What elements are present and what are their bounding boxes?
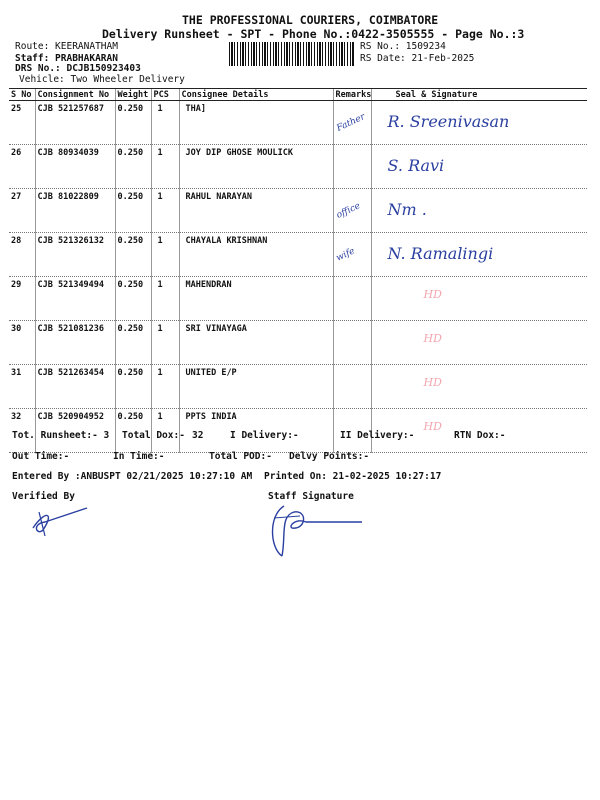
in-time: In Time:- [113, 451, 165, 462]
cell-remarks [333, 189, 371, 233]
cell-pcs-text: 1 [157, 280, 163, 290]
cell-consignee-text: PPTS INDIA [185, 412, 237, 422]
staff-signature [266, 496, 376, 560]
cell-signature [371, 189, 587, 233]
cell-remarks [333, 145, 371, 189]
cell-consignment [35, 277, 115, 321]
total-runsheet: Tot. Runsheet:- 3 [12, 430, 110, 441]
cell-consignment [35, 101, 115, 145]
staff-signature-label: Staff Signature [268, 491, 354, 502]
cell-sno-text: 26 [11, 148, 22, 158]
remarks-handwritten: wife [334, 246, 356, 264]
cell-weight [115, 321, 151, 365]
table-row [9, 145, 587, 189]
cell-signature [371, 277, 587, 321]
vehicle-label: Vehicle: Two Wheeler Delivery [19, 74, 185, 85]
i-delivery: I Delivery:- [230, 430, 299, 441]
cell-pcs-text: 1 [157, 368, 163, 378]
staff-label: Staff: PRABHAKARAN [15, 53, 118, 64]
cell-signature [371, 233, 587, 277]
cell-consignment-text: CJB 81022809 [37, 192, 99, 202]
cell-weight [115, 277, 151, 321]
total-pod: Total POD:- [209, 451, 272, 462]
handwritten-signature: N. Ramalingi [387, 244, 494, 263]
col-remarks: Remarks [333, 89, 371, 101]
cell-weight-text: 0.250 [117, 324, 144, 334]
cell-weight-text: 0.250 [117, 192, 144, 202]
total-dox-label: Total Dox:- [122, 430, 185, 441]
remarks-handwritten: office [334, 201, 362, 221]
cell-sno-text: 29 [11, 280, 22, 290]
rs-number: RS No.: 1509234 [360, 41, 446, 52]
table-row [9, 277, 587, 321]
runsheet-table [9, 88, 587, 453]
barcode [229, 42, 354, 66]
cell-consignee [179, 321, 333, 365]
cell-sno-text: 25 [11, 104, 22, 114]
cell-pcs-text: 1 [157, 412, 163, 422]
cell-weight-text: 0.250 [117, 104, 144, 114]
cell-weight [115, 365, 151, 409]
cell-weight-text: 0.250 [117, 280, 144, 290]
rtn-dox: RTN Dox:- [454, 430, 506, 441]
cell-pcs [151, 365, 179, 409]
cell-pcs [151, 145, 179, 189]
cell-consignment-text: CJB 521081236 [37, 324, 105, 334]
ii-delivery: II Delivery:- [340, 430, 415, 441]
cell-consignee [179, 189, 333, 233]
table-header-row [9, 89, 587, 101]
cell-consignment [35, 145, 115, 189]
cell-weight-text: 0.250 [117, 236, 144, 246]
table-row [9, 321, 587, 365]
cell-sno [9, 365, 35, 409]
cell-sno [9, 233, 35, 277]
handwritten-signature: R. Sreenivasan [387, 112, 510, 131]
cell-sno [9, 145, 35, 189]
cell-sno-text: 28 [11, 236, 22, 246]
cell-pcs-text: 1 [157, 236, 163, 246]
cell-consignee [179, 277, 333, 321]
delivery-points: Delvy Points:- [289, 451, 370, 462]
col-pcs: PCS [151, 89, 179, 101]
cell-weight [115, 233, 151, 277]
cell-sno-text: 32 [11, 412, 22, 422]
col-consignee: Consignee Details [179, 89, 333, 101]
table-row [9, 233, 587, 277]
handwritten-signature: HD [423, 288, 442, 301]
cell-pcs [151, 321, 179, 365]
cell-remarks [333, 233, 371, 277]
cell-sno [9, 321, 35, 365]
route-label: Route: KEERANATHAM [15, 41, 118, 52]
cell-consignee [179, 101, 333, 145]
cell-signature [371, 365, 587, 409]
cell-consignee [179, 233, 333, 277]
cell-consignment [35, 189, 115, 233]
col-consignment: Consignment No [35, 89, 115, 101]
cell-consignee [179, 365, 333, 409]
table-row [9, 101, 587, 145]
cell-signature [371, 321, 587, 365]
cell-consignment-text: CJB 80934039 [37, 148, 99, 158]
col-weight: Weight [115, 89, 151, 101]
cell-pcs-text: 1 [157, 104, 163, 114]
cell-remarks [333, 277, 371, 321]
cell-consignment [35, 365, 115, 409]
company-name: THE PROFESSIONAL COURIERS, COIMBATORE [182, 13, 439, 27]
table-row [9, 189, 587, 233]
total-dox-value: 32 [192, 430, 204, 441]
handwritten-signature: Nm . [387, 200, 427, 219]
cell-consignment [35, 321, 115, 365]
cell-consignee-text: CHAYALA KRISHNAN [185, 236, 268, 246]
drs-number: DRS No.: DCJB150923403 [15, 63, 141, 74]
cell-pcs-text: 1 [157, 324, 163, 334]
cell-remarks [333, 321, 371, 365]
handwritten-signature: S. Ravi [387, 156, 445, 175]
cell-sno-text: 27 [11, 192, 22, 202]
handwritten-signature: HD [423, 420, 442, 433]
cell-consignment-text: CJB 521257687 [37, 104, 105, 114]
handwritten-signature: HD [423, 376, 442, 389]
cell-pcs [151, 101, 179, 145]
cell-consignment-text: CJB 521349494 [37, 280, 105, 290]
cell-sno [9, 277, 35, 321]
table-row [9, 365, 587, 409]
cell-pcs [151, 189, 179, 233]
cell-consignee-text: UNITED E/P [185, 368, 237, 378]
cell-signature [371, 145, 587, 189]
runsheet-subtitle: Delivery Runsheet - SPT - Phone No.:0422-3505555 - Page No.:3 [102, 27, 525, 41]
cell-sno [9, 189, 35, 233]
cell-consignee-text: THA] [185, 104, 206, 114]
cell-sno-text: 31 [11, 368, 22, 378]
cell-weight-text: 0.250 [117, 368, 144, 378]
cell-pcs [151, 277, 179, 321]
cell-weight-text: 0.250 [117, 412, 144, 422]
cell-sno [9, 101, 35, 145]
cell-remarks [333, 101, 371, 145]
cell-remarks [333, 365, 371, 409]
verified-signature [25, 500, 105, 540]
handwritten-signature: HD [423, 332, 442, 345]
cell-consignment-text: CJB 520904952 [37, 412, 105, 422]
cell-signature [371, 101, 587, 145]
printed-on: Printed On: 21-02-2025 10:27:17 [264, 471, 442, 482]
cell-sno-text: 30 [11, 324, 22, 334]
cell-consignee-text: MAHENDRAN [185, 280, 232, 290]
cell-consignment-text: CJB 521326132 [37, 236, 105, 246]
col-signature: Seal & Signature [371, 89, 587, 101]
rs-date: RS Date: 21-Feb-2025 [360, 53, 475, 64]
cell-consignee-text: SRI VINAYAGA [185, 324, 247, 334]
entered-by: Entered By :ANBUSPT 02/21/2025 10:27:10 AM [12, 471, 253, 482]
out-time: Out Time:- [12, 451, 70, 462]
cell-consignment [35, 233, 115, 277]
cell-pcs [151, 233, 179, 277]
cell-weight [115, 189, 151, 233]
verified-by-label: Verified By [12, 491, 75, 502]
cell-weight [115, 101, 151, 145]
cell-consignee [179, 145, 333, 189]
cell-consignee-text: RAHUL NARAYAN [185, 192, 253, 202]
cell-consignment-text: CJB 521263454 [37, 368, 105, 378]
remarks-handwritten: Father [334, 112, 367, 134]
cell-weight-text: 0.250 [117, 148, 144, 158]
cell-weight [115, 145, 151, 189]
cell-pcs-text: 1 [157, 148, 163, 158]
cell-consignee-text: JOY DIP GHOSE MOULICK [185, 148, 293, 158]
cell-pcs-text: 1 [157, 192, 163, 202]
col-sno: S No [9, 89, 35, 101]
